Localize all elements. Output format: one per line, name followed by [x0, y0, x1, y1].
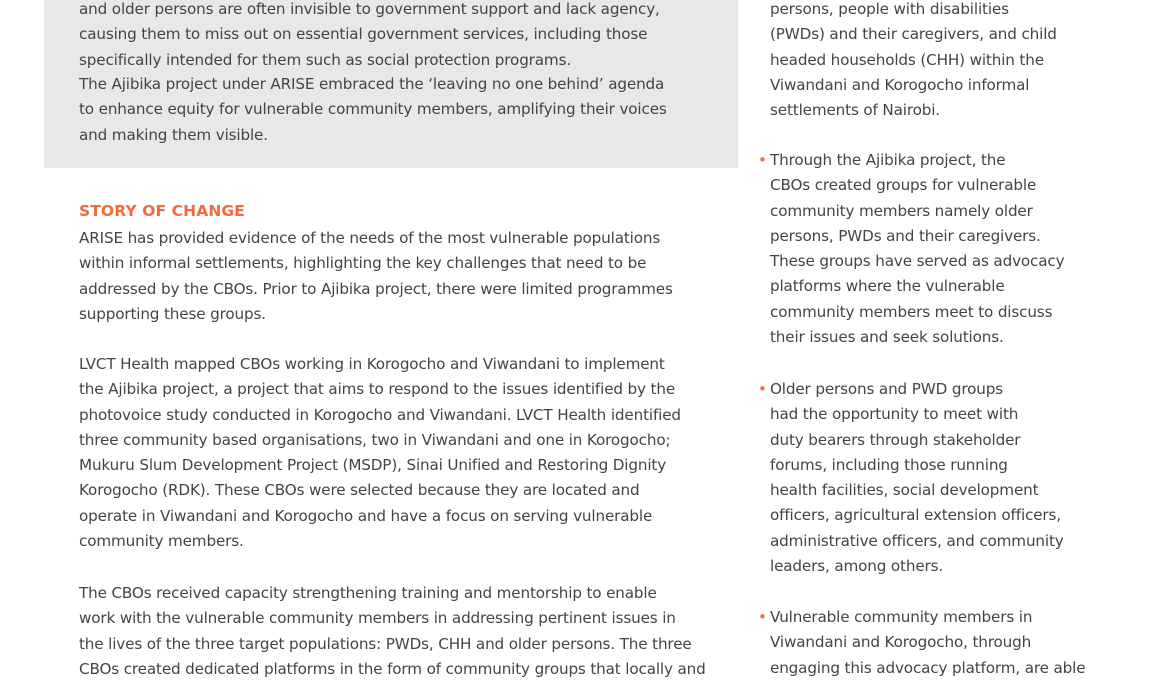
bullet-icon: •	[758, 151, 767, 169]
sidebar-item-text: persons, people with disabilities (PWDs) and their caregivers, and child headed households (CHH) within the Viwandani and Korogocho informal settlements of Nairobi.	[770, 0, 1057, 120]
bullet-item	[758, 605, 1088, 681]
main-column	[79, 200, 724, 678]
highlight-box	[44, 0, 738, 168]
bullet-icon: •	[758, 380, 767, 398]
body-paragraph: ARISE has provided evidence of the needs of the most vulnerable populations within informal settlements, highlighting the key challenges that need to be addressed by the CBOs. Prior to Ajibika project, there were limited programmes supporting these groups.	[79, 229, 673, 323]
body-paragraph: The CBOs received capacity strengthening training and mentorship to enable work with the vulnerable community members in addressing pertinent issues in the lives of the three target populations: PWDs, CHH and older persons. The three CBOs created dedicated platforms in the form of community groups that locally and	[79, 584, 706, 678]
sidebar-text-block	[758, 0, 1088, 123]
highlight-paragraph: The Ajibika project under ARISE embraced the ‘leaving no one behind’ agenda to enhance equity for vulnerable community members, amplifying their voices and making them visible.	[79, 75, 667, 144]
sidebar-item-text: Through the Ajibika project, the CBOs created groups for vulnerable community members namely older persons, PWDs and their caregivers. These groups have served as advocacy platforms where the vulnerable community members meet to discuss their issues and seek solutions.	[770, 151, 1065, 347]
highlight-paragraph: and older persons are often invisible to government support and lack agency, causing them to miss out on essential government services, including those specifically intended for them such as social protection programs.	[79, 0, 660, 69]
bullet-item	[758, 148, 1088, 350]
body-paragraph: LVCT Health mapped CBOs working in Korogocho and Viwandani to implement the Ajibika project, a project that aims to respond to the issues identified by the photovoice study conducted in Korogocho and Viwandani. LVCT Health identified three community based organisations, two in Viwandani and one in Korogocho; Mukuru Slum Development Project (MSDP), Sinai Unified and Restoring Dignity Korogocho (RDK). These CBOs were selected because they are located and operate in Viwandani and Korogocho and have a focus on serving vulnerable community members.	[79, 355, 681, 551]
section-heading: STORY OF CHANGE	[79, 202, 245, 220]
bullet-item	[758, 377, 1088, 579]
sidebar-item-text: Older persons and PWD groups had the opportunity to meet with duty bearers through stakeholder forums, including those running health facilities, social development officers, agricultural extension officers, administrative officers, and community leaders, among others.	[770, 380, 1064, 576]
bullet-icon: •	[758, 608, 767, 626]
sidebar-item-text: Vulnerable community members in Viwandani and Korogocho, through engaging this advocacy platform, are able	[770, 608, 1086, 677]
